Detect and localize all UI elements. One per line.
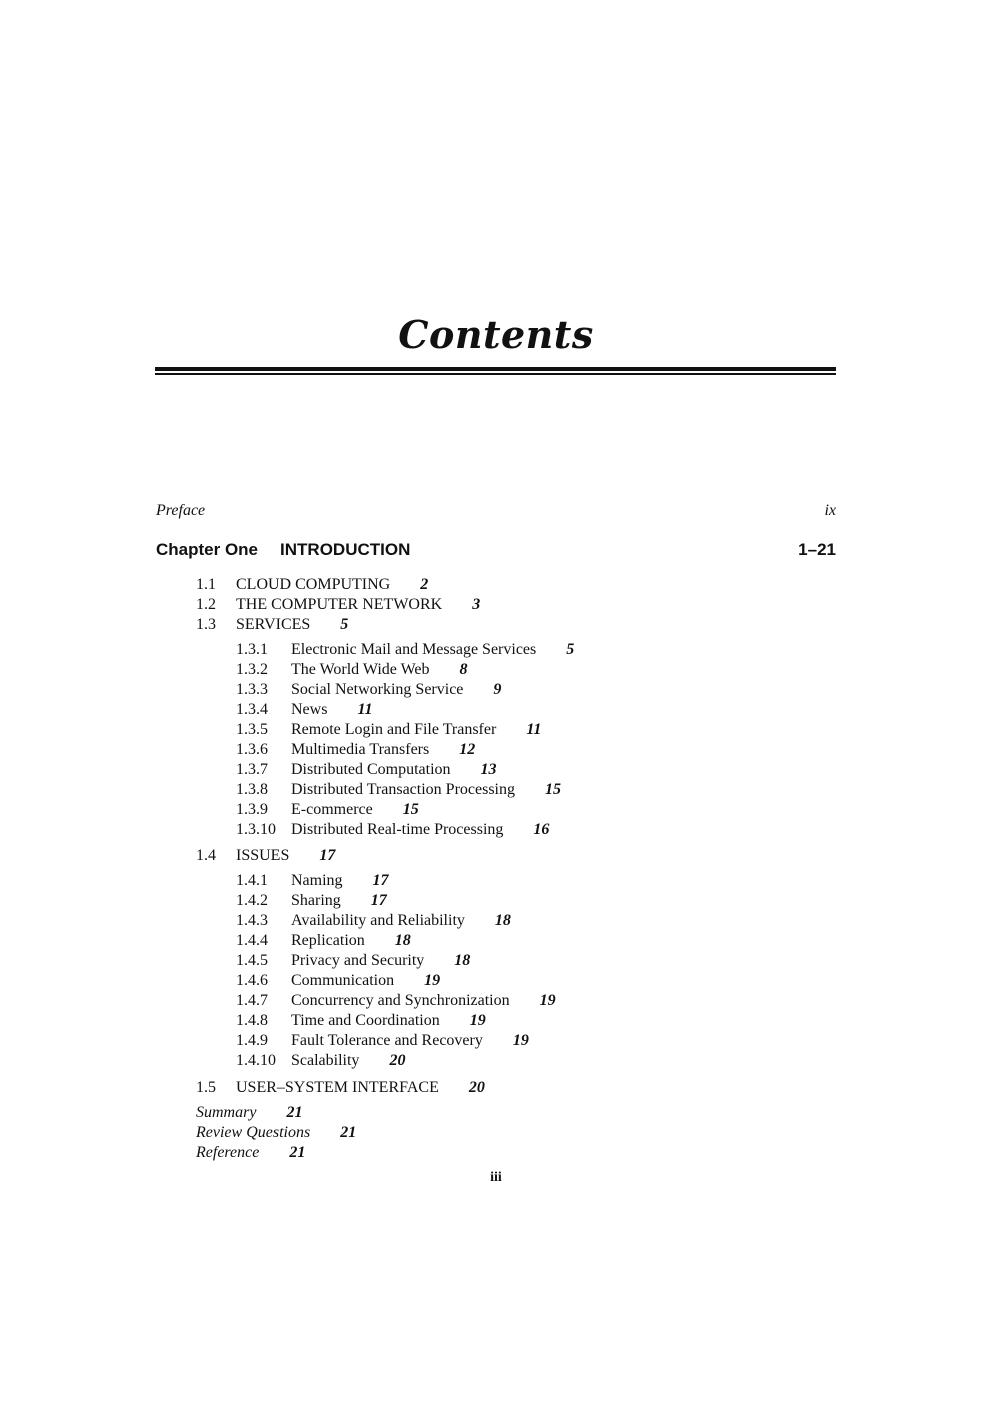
subsection-number: 1.3.1 [236, 641, 268, 658]
subsection-number: 1.4.1 [236, 872, 268, 889]
chapter-number: Chapter One [156, 540, 259, 559]
end-item-page: 21 [289, 1144, 306, 1161]
end-item-title: Reference [196, 1144, 260, 1161]
subsection-page: 13 [480, 761, 497, 778]
subsection-page: 15 [545, 781, 561, 798]
end-item-title: Review Questions [196, 1124, 311, 1141]
subsection-page: 5 [566, 641, 575, 658]
subsection-title: Availability and Reliability [291, 912, 465, 929]
subsection-title: E-commerce [291, 801, 373, 818]
subsection-title: Social Networking Service [291, 681, 464, 698]
subsection-title: The World Wide Web [291, 661, 430, 678]
section-number: 1.2 [196, 596, 216, 613]
subsection-page: 15 [402, 801, 419, 818]
subsection-title: Distributed Real-time Processing [291, 821, 504, 838]
title-rule-thick [155, 367, 836, 371]
section-title: USER–SYSTEM INTERFACE [236, 1079, 439, 1096]
subsection-number: 1.4.7 [236, 992, 268, 1009]
subsection-title-wrap [291, 931, 411, 951]
subsection-page: 9 [493, 681, 502, 698]
section-page: 20 [468, 1079, 485, 1096]
subsection-number: 1.3.7 [236, 761, 268, 778]
chapter-name: INTRODUCTION [280, 540, 411, 559]
toc-end-item[interactable] [196, 1143, 305, 1163]
subsection-title-wrap [291, 951, 470, 971]
section-page: 17 [319, 847, 336, 864]
subsection-title-wrap [291, 871, 389, 891]
section-title-wrap [236, 615, 348, 635]
subsection-page: 12 [459, 741, 476, 758]
subsection-number: 1.3.8 [236, 781, 268, 798]
subsection-title-wrap [291, 700, 373, 720]
subsection-title-wrap [291, 720, 541, 740]
subsection-title: Sharing [291, 892, 341, 909]
subsection-page: 18 [394, 932, 411, 949]
section-title-wrap [236, 575, 428, 595]
subsection-number: 1.4.10 [236, 1052, 276, 1069]
subsection-page: 16 [533, 821, 550, 838]
title-rule-thin [155, 373, 836, 375]
subsection-number: 1.3.9 [236, 801, 268, 818]
subsection-page: 19 [424, 972, 441, 989]
subsection-page: 18 [454, 952, 471, 969]
subsection-page: 20 [389, 1052, 406, 1069]
subsection-title: Electronic Mail and Message Services [291, 641, 537, 658]
subsection-page: 19 [469, 1012, 486, 1029]
subsection-title-wrap [291, 1011, 486, 1031]
preface-page: ix [824, 502, 836, 519]
subsection-title: Fault Tolerance and Recovery [291, 1032, 483, 1049]
preface-label: Preface [156, 502, 206, 519]
subsection-number: 1.3.4 [236, 701, 268, 718]
section-number: 1.4 [196, 847, 216, 864]
subsection-title-wrap [291, 891, 387, 911]
section-title: THE COMPUTER NETWORK [236, 596, 443, 613]
end-item-page: 21 [340, 1124, 357, 1141]
subsection-number: 1.4.6 [236, 972, 268, 989]
subsection-title-wrap [291, 1051, 405, 1071]
subsection-page: 11 [526, 721, 542, 738]
section-title-wrap [236, 595, 480, 615]
subsection-number: 1.4.3 [236, 912, 268, 929]
preface-entry[interactable] [156, 502, 836, 520]
subsection-page: 8 [459, 661, 468, 678]
section-title-wrap [236, 1078, 485, 1098]
subsection-title: Privacy and Security [291, 952, 425, 969]
section-title: CLOUD COMPUTING [236, 576, 391, 593]
subsection-number: 1.3.10 [236, 821, 276, 838]
subsection-title: Concurrency and Synchronization [291, 992, 510, 1009]
subsection-title: Naming [291, 872, 343, 889]
subsection-page: 11 [357, 701, 373, 718]
subsection-title: Time and Coordination [291, 1012, 440, 1029]
subsection-number: 1.3.5 [236, 721, 268, 738]
subsection-title: Remote Login and File Transfer [291, 721, 497, 738]
subsection-page: 18 [494, 912, 511, 929]
page-number: iii [490, 1170, 502, 1185]
end-item-page: 21 [286, 1104, 303, 1121]
subsection-page: 17 [372, 872, 389, 889]
subsection-title-wrap [291, 1031, 529, 1051]
chapter-heading[interactable] [156, 540, 836, 560]
end-item-title: Summary [196, 1104, 257, 1121]
subsection-title-wrap [291, 640, 574, 660]
subsection-title-wrap [291, 991, 556, 1011]
subsection-page: 19 [539, 992, 556, 1009]
subsection-title-wrap [291, 820, 549, 840]
section-page: 2 [420, 576, 429, 593]
section-number: 1.5 [196, 1079, 216, 1096]
subsection-title: News [291, 701, 328, 718]
subsection-title-wrap [291, 740, 475, 760]
section-title-wrap [236, 846, 335, 866]
section-page: 5 [340, 616, 349, 633]
subsection-number: 1.3.6 [236, 741, 268, 758]
toc-end-item[interactable] [196, 1103, 302, 1123]
subsection-title: Scalability [291, 1052, 360, 1069]
section-number: 1.3 [196, 616, 216, 633]
page-title: Contents [398, 312, 594, 357]
subsection-page: 19 [512, 1032, 529, 1049]
subsection-title: Communication [291, 972, 395, 989]
subsection-page: 17 [370, 892, 387, 909]
section-title: SERVICES [236, 616, 311, 633]
subsection-title: Distributed Computation [291, 761, 451, 778]
section-page: 3 [472, 596, 481, 613]
subsection-number: 1.4.2 [236, 892, 268, 909]
toc-end-item[interactable] [196, 1123, 356, 1143]
subsection-number: 1.4.9 [236, 1032, 268, 1049]
subsection-title-wrap [291, 971, 440, 991]
section-number: 1.1 [196, 576, 216, 593]
subsection-title: Replication [291, 932, 365, 949]
subsection-title: Distributed Transaction Processing [291, 781, 515, 798]
subsection-number: 1.4.5 [236, 952, 268, 969]
subsection-title-wrap [291, 680, 501, 700]
subsection-title-wrap [291, 780, 561, 800]
subsection-title-wrap [291, 760, 497, 780]
subsection-title-wrap [291, 800, 419, 820]
chapter-pages: 1–21 [798, 540, 836, 559]
subsection-number: 1.4.8 [236, 1012, 268, 1029]
subsection-title: Multimedia Transfers [291, 741, 430, 758]
subsection-number: 1.4.4 [236, 932, 268, 949]
section-title: ISSUES [236, 847, 290, 864]
subsection-number: 1.3.2 [236, 661, 268, 678]
subsection-number: 1.3.3 [236, 681, 268, 698]
subsection-title-wrap [291, 911, 511, 931]
subsection-title-wrap [291, 660, 468, 680]
